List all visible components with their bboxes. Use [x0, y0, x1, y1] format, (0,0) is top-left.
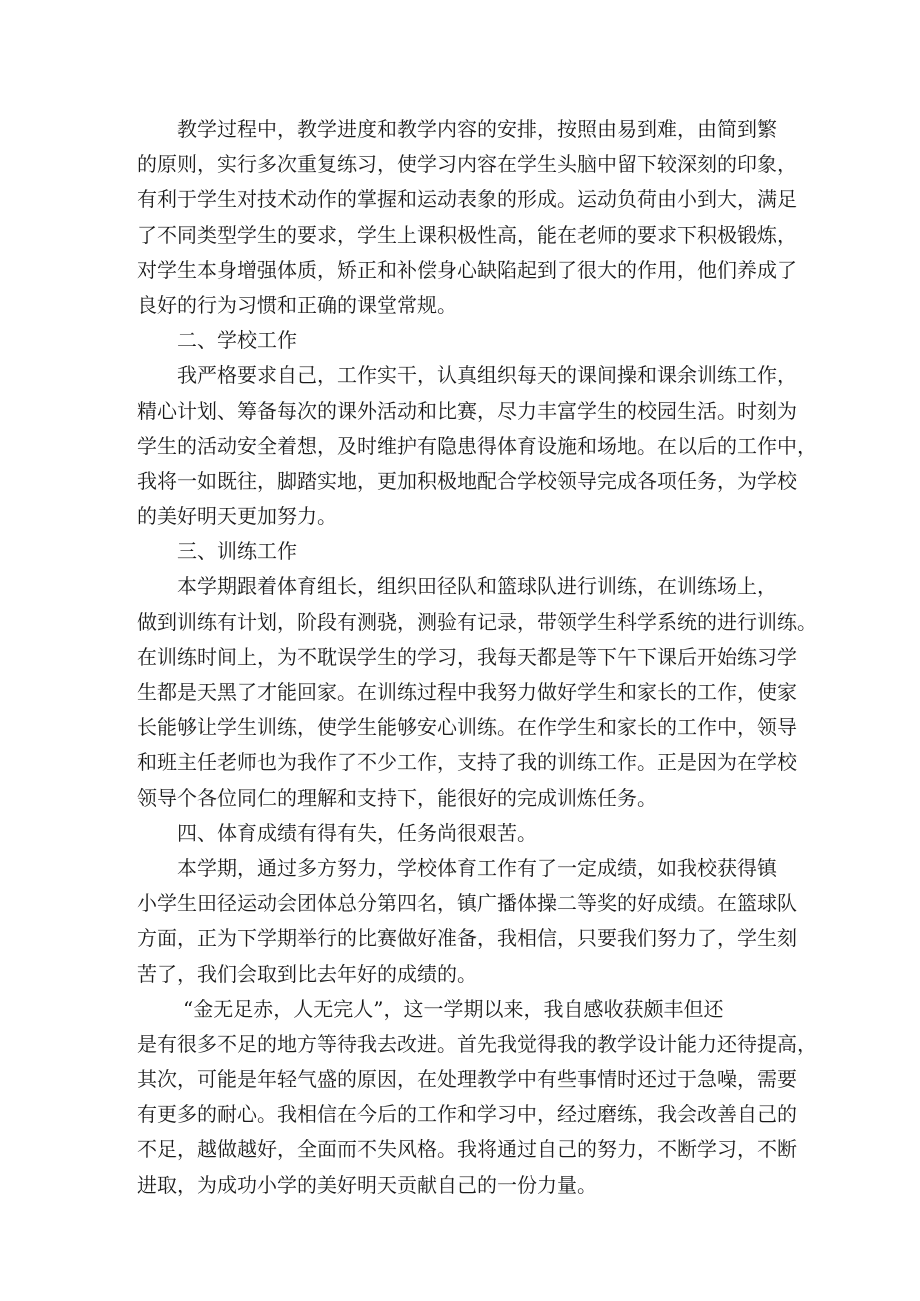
- text-line: 其次，可能是年轻气盛的原因，在处理教学中有些事情时还过于急噪，需要: [137, 1067, 797, 1092]
- text-line: 长能够让学生训练，使学生能够安心训练。在作学生和家长的工作中，领导: [137, 715, 797, 740]
- text-line: “金无足赤，人无完人”，这一学期以来，我自感收获颇丰但还: [183, 996, 724, 1021]
- text-line: 领导个各位同仁的理解和支持下，能很好的完成训炼任务。: [137, 785, 657, 810]
- text-line: 做到训练有计划，阶段有测骁，测验有记录，带领学生科学系统的进行训练。: [137, 609, 817, 634]
- text-line: 和班主任老师也为我作了不少工作，支持了我的训练工作。正是因为在学校: [137, 750, 797, 775]
- text-line: 是有很多不足的地方等待我去改进。首先我觉得我的教学设计能力还待提高，: [137, 1031, 817, 1056]
- text-line: 本学期，通过多方努力，学校体育工作有了一定成绩，如我校获得镇: [177, 855, 777, 880]
- text-line: 精心计划、筹备每次的课外活动和比赛，尽力丰富学生的校园生活。时刻为: [137, 398, 797, 423]
- text-line: 我将一如既往，脚踏实地，更加积极地配合学校领导完成各项任务，为学校: [137, 468, 797, 493]
- text-line: 在训练时间上，为不耽误学生的学习，我每天都是等下午下课后开始练习学: [137, 644, 797, 669]
- text-line: 不足，越做越好，全面而不失风格。我将通过自己的努力，不断学习，不断: [137, 1137, 797, 1162]
- text-line: 的原则，实行多次重复练习，使学习内容在学生头脑中留下较深刻的印象，: [137, 152, 797, 177]
- text-line: 教学过程中，教学进度和教学内容的安排，按照由易到难，由简到繁: [177, 117, 777, 141]
- text-line: 四、体育成绩有得有失，任务尚很艰苦。: [177, 820, 537, 845]
- text-line: 进取，为成功小学的美好明天贡献自己的一份力量。: [137, 1172, 597, 1197]
- text-line: 的美好明天更加努力。: [137, 504, 337, 529]
- text-line: 本学期跟着体育组长，组织田径队和篮球队进行训练，在训练场上，: [177, 574, 777, 599]
- text-line: 苦了，我们会取到比去年好的成绩的。: [137, 961, 477, 986]
- text-line: 小学生田径运动会团体总分第四名，镇广播体操二等奖的好成绩。在篮球队: [137, 891, 797, 916]
- text-line: 三、训练工作: [177, 539, 297, 564]
- text-line: 有利于学生对技术动作的掌握和运动表象的形成。运动负荷由小到大，满足: [137, 187, 797, 212]
- text-line: 有更多的耐心。我相信在今后的工作和学习中，经过磨练，我会改善自己的: [137, 1102, 797, 1127]
- text-line: 对学生本身增强体质，矫正和补偿身心缺陷起到了很大的作用，他们养成了: [137, 257, 797, 282]
- text-line: 二、学校工作: [177, 328, 297, 353]
- document-body: [137, 112, 817, 1203]
- text-line: 方面，正为下学期举行的比赛做好准备，我相信，只要我们努力了，学生刻: [137, 926, 797, 951]
- text-line: 生都是天黑了才能回家。在训练过程中我努力做好学生和家长的工作，使家: [137, 680, 797, 704]
- text-line: 我严格要求自己，工作实干，认真组织每天的课间操和课余训练工作，: [177, 363, 797, 388]
- text-line: 学生的活动安全着想，及时维护有隐患得体育设施和场地。在以后的工作中，: [137, 433, 817, 458]
- text-line: 良好的行为习惯和正确的课堂常规。: [137, 292, 457, 317]
- text-line: 了不同类型学生的要求，学生上课积极性高，能在老师的要求下积极锻炼，: [137, 222, 797, 247]
